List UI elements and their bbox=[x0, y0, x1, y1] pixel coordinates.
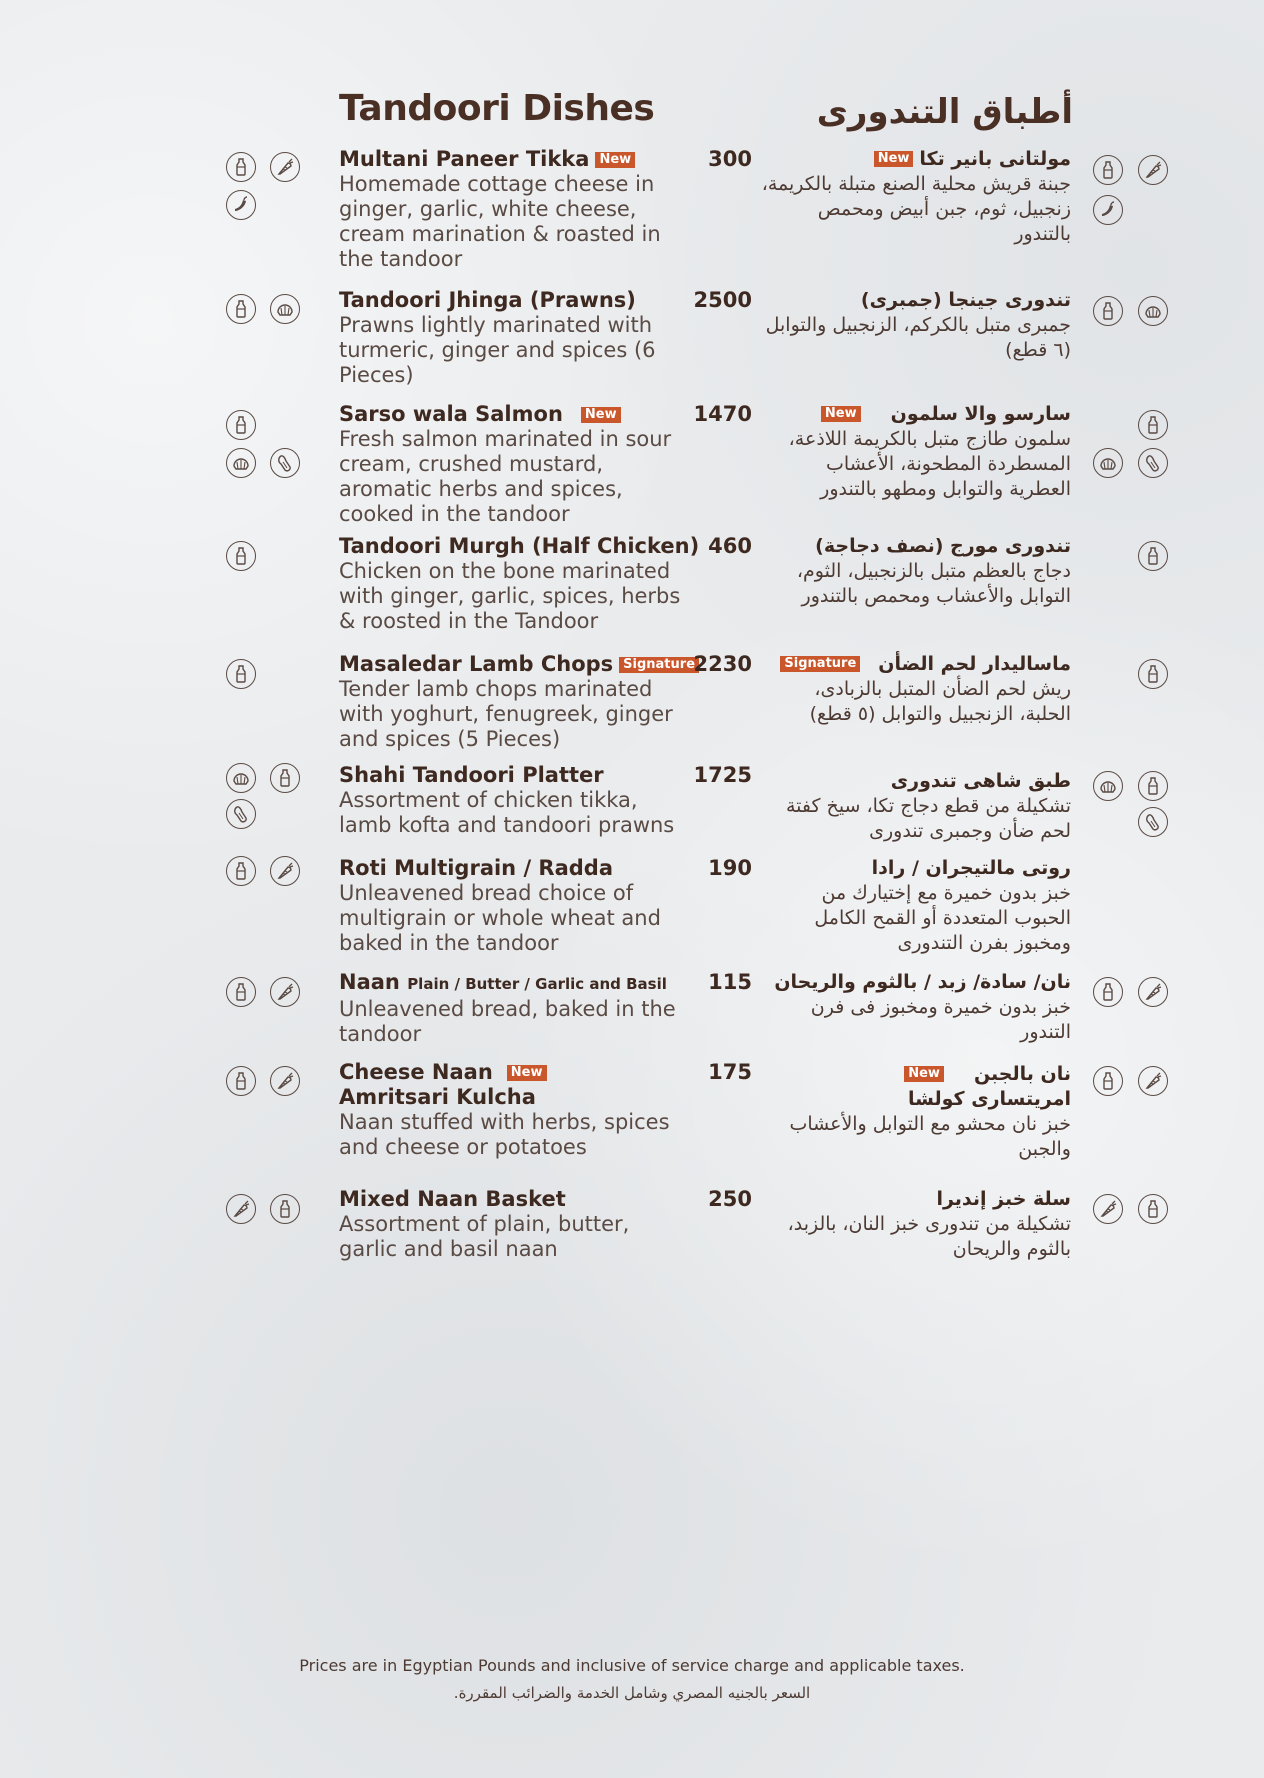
item-price: 1470 bbox=[693, 402, 752, 426]
item-desc-en: Tender lamb chops marinated with yoghurt, fenugreek, ginger and spices (5 Pieces) bbox=[339, 677, 673, 751]
item-name-ar: روتى مالتيجران / رادا bbox=[871, 857, 1071, 879]
item-price: 250 bbox=[708, 1187, 752, 1211]
shellfish-icon bbox=[270, 294, 300, 324]
item-desc-ar: جمبرى متبل بالكركم، الزنجبيل والتوابل (٦ قطع) bbox=[765, 314, 1071, 361]
dairy-icon bbox=[226, 294, 256, 324]
item-name-ar: تندورى جينجا (جمبرى) bbox=[860, 289, 1071, 311]
nuts-icon bbox=[1138, 807, 1168, 837]
page-title-ar: أطباق التندورى bbox=[816, 92, 1073, 132]
item-name-ar: تندورى مورج (نصف دجاجة) bbox=[815, 535, 1071, 557]
dairy-icon bbox=[226, 659, 256, 689]
dairy-icon bbox=[226, 410, 256, 440]
item-desc-ar: دجاج بالعظم متبل بالزنجبيل، الثوم، التوابل والأعشاب ومحمص بالتندور bbox=[796, 560, 1071, 607]
vegetarian-icon bbox=[1093, 1194, 1123, 1224]
item-desc-ar: جبنة قريش محلية الصنع متبلة بالكريمة، زنجبيل، ثوم، جبن أبيض ومحمص بالتندور bbox=[761, 173, 1071, 245]
item-desc-en: Fresh salmon marinated in sour cream, crushed mustard, aromatic herbs and spices, cooked in the tandoor bbox=[339, 427, 672, 526]
item-name-ar: مولتانى بانير تكا bbox=[919, 148, 1071, 170]
shellfish-icon bbox=[226, 448, 256, 478]
item-price: 1725 bbox=[693, 763, 752, 787]
vegetarian-icon bbox=[270, 977, 300, 1007]
item-name-ar: نان/ سادة/ زبد / بالثوم والريحان bbox=[774, 971, 1071, 993]
dairy-icon bbox=[1138, 410, 1168, 440]
new-badge: New bbox=[581, 407, 621, 423]
item-desc-ar: سلمون طازج متبل بالكريمة اللاذعة، المسطردة المطحونة، الأعشاب العطرية والتوابل ومطهو بالتندور bbox=[788, 428, 1071, 500]
vegetarian-icon bbox=[270, 1066, 300, 1096]
nuts-icon bbox=[226, 799, 256, 829]
item-desc-ar: خبز بدون خميرة مع إختيارك من الحبوب المتعددة أو القمح الكامل ومخبوز بفرن التندورى bbox=[814, 882, 1071, 954]
dairy-icon bbox=[226, 977, 256, 1007]
new-badge-ar: New bbox=[874, 151, 914, 167]
item-desc-en: Homemade cottage cheese in ginger, garlic, white cheese, cream marination & roasted in the tandoor bbox=[339, 172, 661, 271]
dairy-icon bbox=[1093, 296, 1123, 326]
item-name-ar: ماساليدار لحم الضأن bbox=[878, 653, 1071, 675]
item-price: 460 bbox=[708, 534, 752, 558]
item-price: 300 bbox=[708, 147, 752, 171]
vegetarian-icon bbox=[270, 152, 300, 182]
dairy-icon bbox=[226, 541, 256, 571]
item-name-en: Mixed Naan Basket bbox=[339, 1187, 566, 1211]
shellfish-icon bbox=[226, 763, 256, 793]
item-desc-en: Assortment of chicken tikka, lamb kofta and tandoori prawns bbox=[339, 788, 675, 837]
item-name2-ar: امريتسارى كولشا bbox=[908, 1088, 1071, 1110]
vegetarian-icon bbox=[226, 1194, 256, 1224]
dairy-icon bbox=[270, 1194, 300, 1224]
item-desc-en: Naan stuffed with herbs, spices and cheese or potatoes bbox=[339, 1110, 670, 1159]
page-title-en: Tandoori Dishes bbox=[339, 88, 655, 129]
dairy-icon bbox=[270, 763, 300, 793]
item-desc-en: Unleavened bread choice of multigrain or whole wheat and baked in the tandoor bbox=[339, 881, 661, 955]
item-price: 2230 bbox=[693, 652, 752, 676]
item-name-ar: سارسو والا سلمون bbox=[890, 403, 1071, 425]
item-desc-ar: تشكيلة من تندورى خبز النان، بالزبد، بالثوم والريحان bbox=[787, 1213, 1071, 1260]
vegetarian-icon bbox=[270, 856, 300, 886]
item-name-en: Tandoori Murgh (Half Chicken) bbox=[339, 534, 700, 558]
item-price: 175 bbox=[708, 1060, 752, 1084]
new-badge: New bbox=[595, 152, 635, 168]
item-name-en: Naan bbox=[339, 970, 400, 994]
shellfish-icon bbox=[1093, 771, 1123, 801]
dairy-icon bbox=[226, 152, 256, 182]
item-name-en: Multani Paneer Tikka bbox=[339, 147, 590, 171]
dairy-icon bbox=[1138, 659, 1168, 689]
item-desc-ar: ريش لحم الضأن المتبل بالزبادى، الحلبة، الزنجبيل والتوابل (٥ قطع) bbox=[809, 678, 1071, 725]
spicy-icon bbox=[1093, 195, 1123, 225]
nuts-icon bbox=[1138, 448, 1168, 478]
item-desc-ar: خبز بدون خميرة ومخبوز فى فرن التندور bbox=[810, 996, 1071, 1043]
vegetarian-icon bbox=[1138, 155, 1168, 185]
item-name-ar: نان بالجبن bbox=[973, 1063, 1071, 1085]
item-name-en: Roti Multigrain / Radda bbox=[339, 856, 614, 880]
item-desc-ar: خبز نان محشو مع التوابل والأعشاب والجبن bbox=[789, 1113, 1071, 1160]
dairy-icon bbox=[1093, 977, 1123, 1007]
item-name2-en: Amritsari Kulcha bbox=[339, 1085, 536, 1109]
dairy-icon bbox=[1138, 541, 1168, 571]
item-variants-en: Plain / Butter / Garlic and Basil bbox=[407, 975, 667, 993]
footer-note-ar: السعر بالجنيه المصري وشامل الخدمة والضرائب المقررة. bbox=[453, 1684, 811, 1702]
item-price: 2500 bbox=[693, 288, 752, 312]
item-desc-en: Chicken on the bone marinated with ginger, garlic, spices, herbs & roosted in the Tandoor bbox=[339, 559, 681, 633]
item-name-ar: طبق شاهى تندورى bbox=[890, 770, 1071, 792]
dairy-icon bbox=[1093, 155, 1123, 185]
item-name-en: Cheese Naan bbox=[339, 1060, 493, 1084]
new-badge-ar: New bbox=[904, 1066, 944, 1082]
item-desc-en: Prawns lightly marinated with turmeric, ginger and spices (6 Pieces) bbox=[339, 313, 656, 387]
item-name-en: Tandoori Jhinga (Prawns) bbox=[339, 288, 636, 312]
signature-badge: Signature bbox=[619, 657, 699, 673]
vegetarian-icon bbox=[1138, 977, 1168, 1007]
shellfish-icon bbox=[1138, 296, 1168, 326]
shellfish-icon bbox=[1093, 448, 1123, 478]
item-desc-en: Unleavened bread, baked in the tandoor bbox=[339, 997, 676, 1046]
item-desc-ar: تشكيلة من قطع دجاج تكا، سيخ كفتة لحم ضأن وجمبرى تندورى bbox=[785, 795, 1071, 842]
vegetarian-icon bbox=[1138, 1066, 1168, 1096]
item-price: 190 bbox=[708, 856, 752, 880]
item-name-en: Masaledar Lamb Chops bbox=[339, 652, 614, 676]
dairy-icon bbox=[226, 856, 256, 886]
item-name-en: Sarso wala Salmon bbox=[339, 402, 563, 426]
item-price: 115 bbox=[708, 970, 752, 994]
new-badge-ar: New bbox=[821, 406, 861, 422]
dairy-icon bbox=[226, 1066, 256, 1096]
item-name-en: Shahi Tandoori Platter bbox=[339, 763, 604, 787]
new-badge: New bbox=[507, 1065, 547, 1081]
footer-note-en: Prices are in Egyptian Pounds and inclusive of service charge and applicable taxes. bbox=[299, 1656, 965, 1675]
signature-badge-ar: Signature bbox=[780, 656, 860, 672]
spicy-icon bbox=[226, 190, 256, 220]
dairy-icon bbox=[1138, 771, 1168, 801]
item-desc-en: Assortment of plain, butter, garlic and basil naan bbox=[339, 1212, 630, 1261]
dairy-icon bbox=[1093, 1066, 1123, 1096]
item-name-ar: سلة خبز إنديرا bbox=[936, 1188, 1071, 1210]
dairy-icon bbox=[1138, 1194, 1168, 1224]
nuts-icon bbox=[270, 448, 300, 478]
